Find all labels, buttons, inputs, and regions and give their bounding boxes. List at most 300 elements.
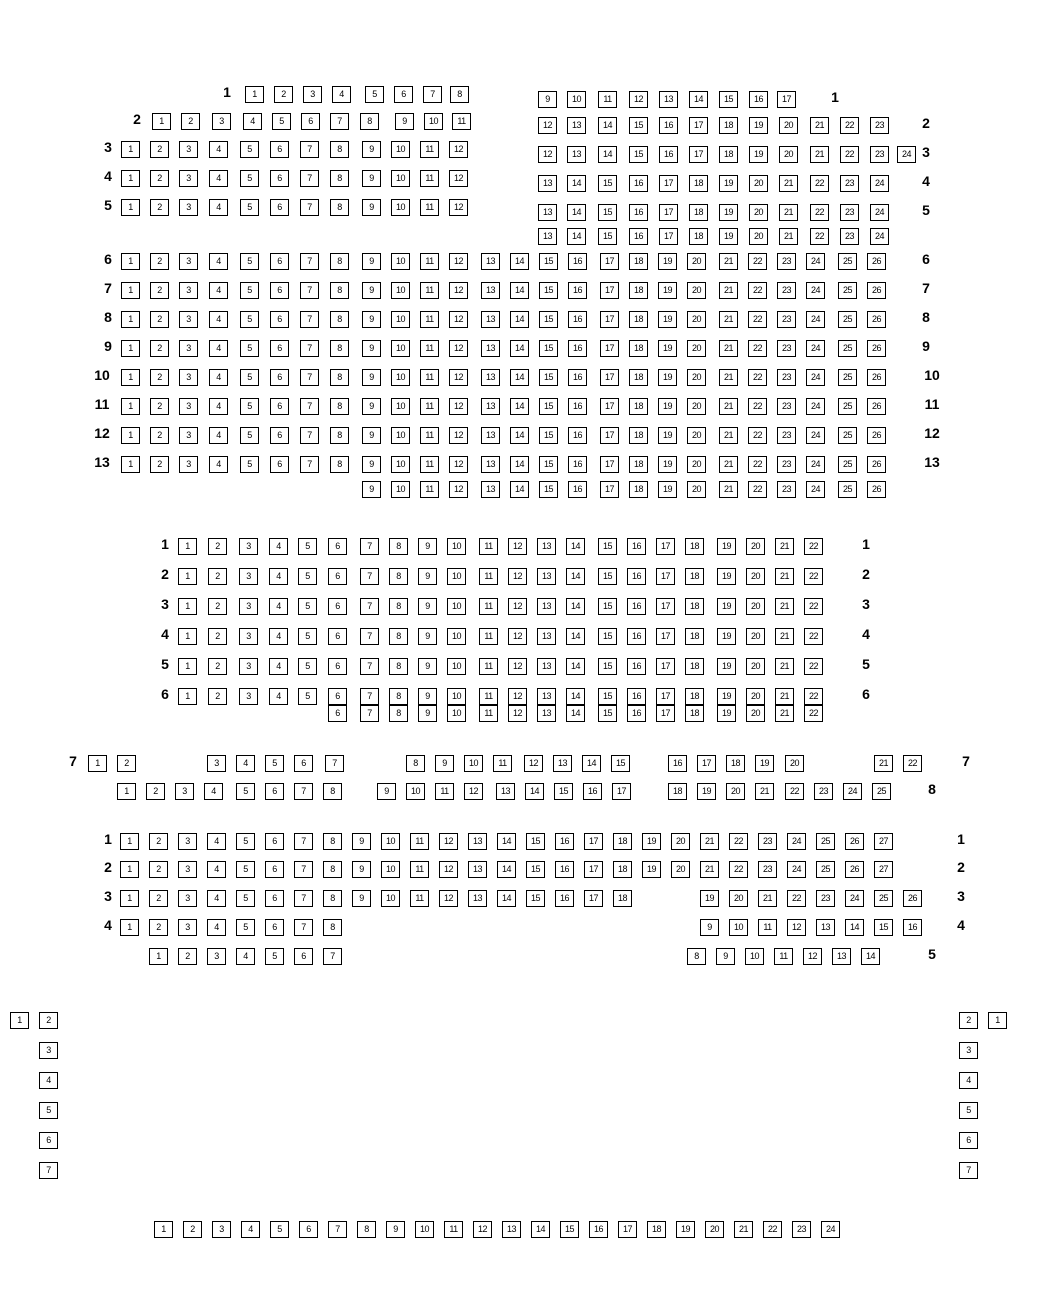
seat[interactable]: 7 [300, 369, 319, 386]
seat[interactable]: 6 [328, 705, 347, 722]
seat[interactable]: 24 [806, 427, 825, 444]
seat[interactable]: 25 [816, 833, 835, 850]
seat[interactable]: 18 [719, 146, 738, 163]
seat[interactable]: 18 [629, 456, 648, 473]
seat[interactable]: 22 [840, 117, 859, 134]
seat[interactable]: 4 [207, 833, 226, 850]
seat[interactable]: 5 [298, 598, 317, 615]
seat[interactable]: 10 [391, 253, 410, 270]
seat[interactable]: 12 [473, 1221, 492, 1238]
seat[interactable]: 15 [539, 311, 558, 328]
seat[interactable]: 10 [447, 658, 466, 675]
seat[interactable]: 4 [959, 1072, 978, 1089]
seat[interactable]: 1 [121, 141, 140, 158]
seat[interactable]: 11 [479, 568, 498, 585]
seat[interactable]: 13 [537, 658, 556, 675]
seat[interactable]: 14 [689, 91, 708, 108]
seat[interactable]: 16 [629, 204, 648, 221]
seat[interactable]: 3 [239, 568, 258, 585]
seat[interactable]: 22 [729, 861, 748, 878]
seat[interactable]: 8 [330, 141, 349, 158]
seat[interactable]: 21 [779, 175, 798, 192]
seat[interactable]: 16 [659, 117, 678, 134]
seat[interactable]: 17 [600, 253, 619, 270]
seat[interactable]: 14 [497, 833, 516, 850]
seat[interactable]: 18 [689, 204, 708, 221]
seat[interactable]: 3 [959, 1042, 978, 1059]
seat[interactable]: 24 [870, 204, 889, 221]
seat[interactable]: 14 [510, 311, 529, 328]
seat[interactable]: 12 [803, 948, 822, 965]
seat[interactable]: 18 [689, 175, 708, 192]
seat[interactable]: 21 [719, 282, 738, 299]
seat[interactable]: 7 [360, 658, 379, 675]
seat[interactable]: 5 [298, 628, 317, 645]
seat[interactable]: 25 [872, 783, 891, 800]
seat[interactable]: 16 [627, 628, 646, 645]
seat[interactable]: 13 [659, 91, 678, 108]
seat[interactable]: 25 [838, 369, 857, 386]
seat[interactable]: 20 [671, 833, 690, 850]
seat[interactable]: 17 [600, 369, 619, 386]
seat[interactable]: 1 [10, 1012, 29, 1029]
seat[interactable]: 15 [526, 833, 545, 850]
seat[interactable]: 12 [449, 170, 468, 187]
seat[interactable]: 14 [566, 538, 585, 555]
seat[interactable]: 8 [330, 170, 349, 187]
seat[interactable]: 16 [627, 688, 646, 705]
seat[interactable]: 26 [845, 861, 864, 878]
seat[interactable]: 13 [481, 311, 500, 328]
seat[interactable]: 18 [685, 658, 704, 675]
seat[interactable]: 2 [208, 598, 227, 615]
seat[interactable]: 3 [178, 833, 197, 850]
seat[interactable]: 3 [175, 783, 194, 800]
seat[interactable]: 20 [779, 117, 798, 134]
seat[interactable]: 12 [449, 456, 468, 473]
seat[interactable]: 2 [150, 427, 169, 444]
seat[interactable]: 5 [240, 456, 259, 473]
seat[interactable]: 5 [240, 170, 259, 187]
seat[interactable]: 5 [240, 398, 259, 415]
seat[interactable]: 16 [568, 427, 587, 444]
seat[interactable]: 10 [424, 113, 443, 130]
seat[interactable]: 18 [685, 598, 704, 615]
seat[interactable]: 2 [150, 456, 169, 473]
seat[interactable]: 13 [481, 369, 500, 386]
seat[interactable]: 12 [508, 688, 527, 705]
seat[interactable]: 2 [149, 890, 168, 907]
seat[interactable]: 9 [352, 861, 371, 878]
seat[interactable]: 20 [726, 783, 745, 800]
seat[interactable]: 12 [449, 282, 468, 299]
seat[interactable]: 14 [566, 658, 585, 675]
seat[interactable]: 3 [207, 948, 226, 965]
seat[interactable]: 5 [240, 199, 259, 216]
seat[interactable]: 6 [270, 311, 289, 328]
seat[interactable]: 8 [389, 688, 408, 705]
seat[interactable]: 3 [179, 311, 198, 328]
seat[interactable]: 20 [687, 481, 706, 498]
seat[interactable]: 1 [178, 538, 197, 555]
seat[interactable]: 20 [687, 427, 706, 444]
seat[interactable]: 4 [269, 598, 288, 615]
seat[interactable]: 22 [729, 833, 748, 850]
seat[interactable]: 14 [497, 861, 516, 878]
seat[interactable]: 20 [746, 598, 765, 615]
seat[interactable]: 25 [838, 481, 857, 498]
seat[interactable]: 21 [779, 204, 798, 221]
seat[interactable]: 10 [391, 427, 410, 444]
seat[interactable]: 11 [420, 481, 439, 498]
seat[interactable]: 1 [120, 890, 139, 907]
seat[interactable]: 9 [377, 783, 396, 800]
seat[interactable]: 7 [294, 919, 313, 936]
seat[interactable]: 12 [439, 861, 458, 878]
seat[interactable]: 12 [449, 398, 468, 415]
seat[interactable]: 4 [269, 538, 288, 555]
seat[interactable]: 21 [775, 688, 794, 705]
seat[interactable]: 21 [719, 481, 738, 498]
seat[interactable]: 18 [613, 861, 632, 878]
seat[interactable]: 19 [717, 688, 736, 705]
seat[interactable]: 8 [389, 598, 408, 615]
seat[interactable]: 21 [734, 1221, 753, 1238]
seat[interactable]: 10 [391, 311, 410, 328]
seat[interactable]: 5 [265, 755, 284, 772]
seat[interactable]: 7 [294, 833, 313, 850]
seat[interactable]: 2 [39, 1012, 58, 1029]
seat[interactable]: 12 [449, 340, 468, 357]
seat[interactable]: 21 [775, 628, 794, 645]
seat[interactable]: 17 [689, 117, 708, 134]
seat[interactable]: 14 [567, 228, 586, 245]
seat[interactable]: 10 [447, 598, 466, 615]
seat[interactable]: 15 [560, 1221, 579, 1238]
seat[interactable]: 5 [298, 658, 317, 675]
seat[interactable]: 2 [150, 170, 169, 187]
seat[interactable]: 18 [613, 833, 632, 850]
seat[interactable]: 3 [179, 427, 198, 444]
seat[interactable]: 14 [598, 146, 617, 163]
seat[interactable]: 15 [539, 340, 558, 357]
seat[interactable]: 8 [323, 783, 342, 800]
seat[interactable]: 20 [705, 1221, 724, 1238]
seat[interactable]: 7 [300, 398, 319, 415]
seat[interactable]: 3 [39, 1042, 58, 1059]
seat[interactable]: 1 [178, 658, 197, 675]
seat[interactable]: 23 [777, 427, 796, 444]
seat[interactable]: 14 [566, 705, 585, 722]
seat[interactable]: 9 [418, 705, 437, 722]
seat[interactable]: 5 [240, 282, 259, 299]
seat[interactable]: 25 [838, 456, 857, 473]
seat[interactable]: 22 [810, 204, 829, 221]
seat[interactable]: 26 [867, 481, 886, 498]
seat[interactable]: 12 [508, 568, 527, 585]
seat[interactable]: 6 [270, 456, 289, 473]
seat[interactable]: 7 [300, 311, 319, 328]
seat[interactable]: 11 [420, 253, 439, 270]
seat[interactable]: 12 [524, 755, 543, 772]
seat[interactable]: 21 [719, 369, 738, 386]
seat[interactable]: 5 [240, 141, 259, 158]
seat[interactable]: 1 [154, 1221, 173, 1238]
seat[interactable]: 15 [539, 253, 558, 270]
seat[interactable]: 1 [121, 456, 140, 473]
seat[interactable]: 22 [748, 282, 767, 299]
seat[interactable]: 19 [717, 658, 736, 675]
seat[interactable]: 9 [418, 688, 437, 705]
seat[interactable]: 23 [870, 146, 889, 163]
seat[interactable]: 26 [845, 833, 864, 850]
seat[interactable]: 22 [804, 688, 823, 705]
seat[interactable]: 21 [775, 705, 794, 722]
seat[interactable]: 3 [179, 199, 198, 216]
seat[interactable]: 20 [749, 175, 768, 192]
seat[interactable]: 4 [236, 755, 255, 772]
seat[interactable]: 17 [600, 481, 619, 498]
seat[interactable]: 3 [239, 598, 258, 615]
seat[interactable]: 24 [845, 890, 864, 907]
seat[interactable]: 12 [508, 598, 527, 615]
seat[interactable]: 9 [538, 91, 557, 108]
seat[interactable]: 14 [510, 456, 529, 473]
seat[interactable]: 8 [330, 340, 349, 357]
seat[interactable]: 21 [779, 228, 798, 245]
seat[interactable]: 11 [410, 833, 429, 850]
seat[interactable]: 13 [481, 427, 500, 444]
seat[interactable]: 4 [269, 628, 288, 645]
seat[interactable]: 1 [121, 311, 140, 328]
seat[interactable]: 3 [178, 861, 197, 878]
seat[interactable]: 4 [269, 568, 288, 585]
seat[interactable]: 15 [629, 117, 648, 134]
seat[interactable]: 20 [746, 688, 765, 705]
seat[interactable]: 4 [207, 861, 226, 878]
seat[interactable]: 8 [687, 948, 706, 965]
seat[interactable]: 24 [843, 783, 862, 800]
seat[interactable]: 26 [867, 427, 886, 444]
seat[interactable]: 15 [554, 783, 573, 800]
seat[interactable]: 22 [748, 427, 767, 444]
seat[interactable]: 7 [300, 170, 319, 187]
seat[interactable]: 11 [493, 755, 512, 772]
seat[interactable]: 1 [121, 398, 140, 415]
seat[interactable]: 5 [236, 919, 255, 936]
seat[interactable]: 16 [629, 228, 648, 245]
seat[interactable]: 3 [179, 282, 198, 299]
seat[interactable]: 22 [804, 538, 823, 555]
seat[interactable]: 6 [39, 1132, 58, 1149]
seat[interactable]: 21 [810, 146, 829, 163]
seat[interactable]: 15 [526, 861, 545, 878]
seat[interactable]: 5 [959, 1102, 978, 1119]
seat[interactable]: 3 [179, 141, 198, 158]
seat[interactable]: 6 [265, 833, 284, 850]
seat[interactable]: 19 [719, 204, 738, 221]
seat[interactable]: 15 [611, 755, 630, 772]
seat[interactable]: 12 [629, 91, 648, 108]
seat[interactable]: 1 [120, 919, 139, 936]
seat[interactable]: 13 [468, 890, 487, 907]
seat[interactable]: 13 [832, 948, 851, 965]
seat[interactable]: 16 [555, 890, 574, 907]
seat[interactable]: 19 [717, 538, 736, 555]
seat[interactable]: 9 [362, 369, 381, 386]
seat[interactable]: 11 [410, 861, 429, 878]
seat[interactable]: 20 [746, 538, 765, 555]
seat[interactable]: 2 [959, 1012, 978, 1029]
seat[interactable]: 1 [121, 369, 140, 386]
seat[interactable]: 16 [668, 755, 687, 772]
seat[interactable]: 8 [389, 538, 408, 555]
seat[interactable]: 14 [566, 568, 585, 585]
seat[interactable]: 7 [300, 427, 319, 444]
seat[interactable]: 10 [391, 282, 410, 299]
seat[interactable]: 17 [584, 861, 603, 878]
seat[interactable]: 5 [236, 861, 255, 878]
seat[interactable]: 12 [439, 890, 458, 907]
seat[interactable]: 3 [179, 253, 198, 270]
seat[interactable]: 12 [508, 705, 527, 722]
seat[interactable]: 18 [629, 481, 648, 498]
seat[interactable]: 9 [362, 456, 381, 473]
seat[interactable]: 2 [178, 948, 197, 965]
seat[interactable]: 14 [861, 948, 880, 965]
seat[interactable]: 23 [758, 833, 777, 850]
seat[interactable]: 8 [323, 833, 342, 850]
seat[interactable]: 22 [810, 228, 829, 245]
seat[interactable]: 8 [389, 568, 408, 585]
seat[interactable]: 10 [391, 369, 410, 386]
seat[interactable]: 1 [178, 628, 197, 645]
seat[interactable]: 10 [391, 141, 410, 158]
seat[interactable]: 9 [418, 598, 437, 615]
seat[interactable]: 6 [328, 688, 347, 705]
seat[interactable]: 20 [671, 861, 690, 878]
seat[interactable]: 5 [240, 340, 259, 357]
seat[interactable]: 11 [420, 456, 439, 473]
seat[interactable]: 19 [658, 311, 677, 328]
seat[interactable]: 9 [418, 538, 437, 555]
seat[interactable]: 23 [777, 282, 796, 299]
seat[interactable]: 26 [903, 890, 922, 907]
seat[interactable]: 17 [612, 783, 631, 800]
seat[interactable]: 7 [328, 1221, 347, 1238]
seat[interactable]: 5 [272, 113, 291, 130]
seat[interactable]: 12 [787, 919, 806, 936]
seat[interactable]: 15 [539, 481, 558, 498]
seat[interactable]: 1 [117, 783, 136, 800]
seat[interactable]: 10 [391, 340, 410, 357]
seat[interactable]: 15 [598, 538, 617, 555]
seat[interactable]: 8 [450, 86, 469, 103]
seat[interactable]: 9 [386, 1221, 405, 1238]
seat[interactable]: 7 [300, 253, 319, 270]
seat[interactable]: 20 [687, 398, 706, 415]
seat[interactable]: 18 [629, 340, 648, 357]
seat[interactable]: 23 [840, 204, 859, 221]
seat[interactable]: 19 [749, 117, 768, 134]
seat[interactable]: 25 [838, 427, 857, 444]
seat[interactable]: 17 [656, 598, 675, 615]
seat[interactable]: 14 [510, 481, 529, 498]
seat[interactable]: 13 [538, 175, 557, 192]
seat[interactable]: 10 [447, 538, 466, 555]
seat[interactable]: 23 [777, 369, 796, 386]
seat[interactable]: 20 [746, 658, 765, 675]
seat[interactable]: 7 [300, 340, 319, 357]
seat[interactable]: 15 [598, 598, 617, 615]
seat[interactable]: 12 [449, 481, 468, 498]
seat[interactable]: 1 [121, 199, 140, 216]
seat[interactable]: 26 [867, 340, 886, 357]
seat[interactable]: 25 [838, 253, 857, 270]
seat[interactable]: 15 [598, 628, 617, 645]
seat[interactable]: 6 [270, 199, 289, 216]
seat[interactable]: 21 [775, 538, 794, 555]
seat[interactable]: 19 [658, 369, 677, 386]
seat[interactable]: 19 [717, 598, 736, 615]
seat[interactable]: 7 [360, 688, 379, 705]
seat[interactable]: 8 [330, 253, 349, 270]
seat[interactable]: 14 [525, 783, 544, 800]
seat[interactable]: 1 [152, 113, 171, 130]
seat[interactable]: 13 [537, 598, 556, 615]
seat[interactable]: 8 [389, 628, 408, 645]
seat[interactable]: 16 [627, 705, 646, 722]
seat[interactable]: 6 [270, 253, 289, 270]
seat[interactable]: 10 [447, 688, 466, 705]
seat[interactable]: 15 [539, 369, 558, 386]
seat[interactable]: 19 [719, 228, 738, 245]
seat[interactable]: 7 [423, 86, 442, 103]
seat[interactable]: 24 [870, 228, 889, 245]
seat[interactable]: 15 [598, 204, 617, 221]
seat[interactable]: 22 [748, 481, 767, 498]
seat[interactable]: 18 [685, 705, 704, 722]
seat[interactable]: 11 [420, 398, 439, 415]
seat[interactable]: 7 [294, 861, 313, 878]
seat[interactable]: 10 [447, 568, 466, 585]
seat[interactable]: 15 [598, 568, 617, 585]
seat[interactable]: 9 [418, 658, 437, 675]
seat[interactable]: 17 [659, 228, 678, 245]
seat[interactable]: 6 [328, 658, 347, 675]
seat[interactable]: 17 [618, 1221, 637, 1238]
seat[interactable]: 10 [567, 91, 586, 108]
seat[interactable]: 13 [481, 253, 500, 270]
seat[interactable]: 9 [716, 948, 735, 965]
seat[interactable]: 6 [959, 1132, 978, 1149]
seat[interactable]: 5 [265, 948, 284, 965]
seat[interactable]: 20 [687, 282, 706, 299]
seat[interactable]: 4 [269, 658, 288, 675]
seat[interactable]: 14 [598, 117, 617, 134]
seat[interactable]: 22 [804, 705, 823, 722]
seat[interactable]: 11 [410, 890, 429, 907]
seat[interactable]: 19 [719, 175, 738, 192]
seat[interactable]: 4 [209, 199, 228, 216]
seat[interactable]: 18 [629, 311, 648, 328]
seat[interactable]: 20 [729, 890, 748, 907]
seat[interactable]: 4 [209, 427, 228, 444]
seat[interactable]: 13 [537, 705, 556, 722]
seat[interactable]: 13 [537, 628, 556, 645]
seat[interactable]: 11 [479, 658, 498, 675]
seat[interactable]: 13 [481, 456, 500, 473]
